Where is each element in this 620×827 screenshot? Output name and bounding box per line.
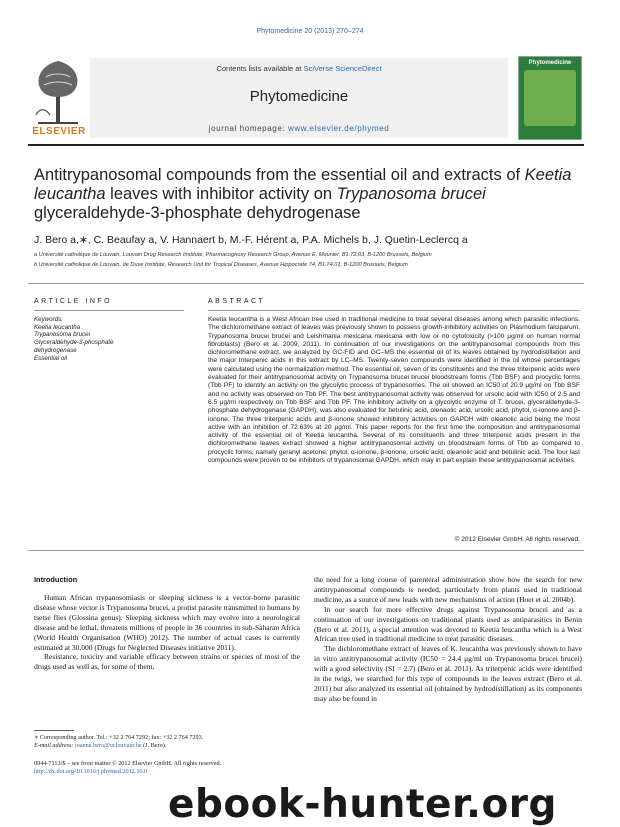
body-paragraph: In our search for more effective drugs against Trypanosoma brucei and as a continuation of our investigations on traditional plants used as antiparasitics in Benin (Bero et al. 2011), a special attention was devoted to Keetia leucantha which is a West African tree used in traditional medicine to treat parasitic diseases. — [314, 604, 582, 644]
keyword: dehydrogenase — [34, 346, 77, 354]
journal-name: Phytomedicine — [249, 88, 349, 105]
email-line — [34, 742, 304, 750]
journal-citation[interactable]: Phytomedicine 20 (2013) 270–274 — [256, 28, 364, 35]
contents-prefix: Contents lists available at — [216, 64, 304, 73]
body-paragraph: The dichloromethane extract of leaves of K. leucantha was previously shown to have in vitro antitrypanosomal activity (IC50 = 24.4 μg/ml on Trypanosoma brucei brucei) with a good selectivity (SI = 2.7) (Bero et al. 2011). As triterpenic acids were identified in the twigs, we searched for this type of compounds in the leaves extract (Bero et al. 2011) but also analyzed its essential oil (obtained by hydrodistillation) as its components may also be found in — [314, 644, 582, 703]
email-label: E-mail address: — [34, 742, 76, 749]
article-title — [34, 166, 594, 223]
doi-link[interactable]: http://dx.doi.org/10.1016/j.phymed.2012.10.0 — [34, 768, 148, 775]
homepage-line — [90, 124, 508, 133]
header-rule — [28, 144, 584, 146]
title-part-italic: Keetia leucantha — [34, 166, 572, 203]
body-paragraph: the need for a long course of parenteral administration show how the search for new antitrypanosomal compounds is needed, particularly from plants used in traditional medicine, as a source of new leads with new mechanisms of action (Hoet et al. 2004b). — [314, 575, 582, 604]
front-matter — [34, 760, 304, 776]
divider — [28, 550, 584, 551]
body-column-right — [314, 575, 582, 704]
email-link[interactable]: joanne.bero@uclouvain.be — [75, 742, 142, 749]
author-list: J. Bero a,∗, C. Beaufay a, V. Hannaert b, M.-F. Hérent a, P.A. Michels b, J. Quetin-Leclercq a — [34, 234, 468, 246]
keyword: Essential oil — [34, 354, 68, 362]
keyword: Trypanosoma brucei — [34, 331, 90, 339]
divider — [34, 310, 184, 311]
contents-line — [0, 64, 598, 73]
sciencedirect-link[interactable]: SciVerse ScienceDirect — [303, 64, 382, 73]
keyword: Glyceraldehyde-3-phosphate — [34, 339, 114, 347]
watermark: ebook-hunter.org — [168, 782, 557, 827]
title-part: glyceraldehyde-3-phosphate dehydrogenase — [34, 204, 361, 222]
title-part: leaves with inhibitor activity on — [105, 185, 337, 203]
email-suffix: (J. Bero). — [141, 742, 167, 749]
divider — [28, 283, 584, 284]
affiliation-a: a Université catholique de Louvain, Louvain Drug Research Institute, Pharmacognosy Research Group, Avenue E. Mounier, B1.72.03, B-1200 Brussels, Belgium — [34, 252, 432, 258]
keywords-block — [34, 316, 184, 362]
divider — [208, 310, 580, 311]
title-part-italic: Trypanosoma brucei — [336, 185, 486, 203]
keyword: Keetia leucantha — [34, 323, 81, 331]
body-column-left — [34, 593, 300, 672]
title-part: Antitrypanosomal compounds from the essential oil and extracts of — [34, 166, 525, 184]
footnote-rule — [34, 730, 74, 731]
footnote — [34, 734, 304, 750]
journal-cover[interactable] — [518, 56, 582, 140]
abstract-paragraph: Keetia leucantha is a West African tree used in traditional medicine to treat several diseases among which parasitic infections. The dichloromethane extract of leaves was previously shown to possess growth-inhibitory activities on Plasmodium falciparum, Trypanosoma brucei brucei and Leishmania mexicana mexicana with low or no cytotoxicity (>100 μg/ml on human normal fibroblasts) (Bero et al. 2009, 2011). In continuation of our investigations on the antitrypanosomal compounds from this dichloromethane extract, we analyzed by GC-FID and GC–MS the essential oil of its leaves obtained by hydrodistillation and the major triterpenic acids in this extract by LC–MS. Twenty-seven compounds were identified in the oil whose percentages were calculated using the normalization method. The essential oil, seven of its constituents and the three triterpenic acids were evaluated for their antitrypanosomal activity on Trypanosoma brucei brucei bloodstream forms (Tbb BSF) and procyclic forms (Tbb PF) to identify an activity on the glycolytic process of trypanosomes. The oil showed an IC50 of 20.9 μg/ml on Tbb BSF and no activity was observed on Tbb PF. The best antitrypanosomal activity was observed for ursolic acid with IC50 of 2.5 and 6.5 μg/ml respectively on Tbb BSF and Tbb PF. The inhibitory activity on a glycolytic enzyme of T. brucei, glyceraldehyde-3-phosphate dehydrogenase (GAPDH), was also evaluated for betulinic acid, olenaolic acid, ursolic acid, phytol, α-ionone and β-ionone. The three triterpenic acids and β-ionone showed inhibitory activities on GAPDH with oleanolic acid being the most active with an inhibition of 72.63% at 20 μg/ml. This paper reports for the first time the composition and antitrypanosomal activity of the essential oil of Keetia leucantha. Several of its constituents and three triterpenic acids present in the dichloromethane leaves extract showed a higher antitrypanosomal activity on bloodstream forms of Tbb as compared to procyclic forms, namely geranyl acetone, phytol, α-ionone, β-ionone, ursolic acid, oleanolic acid and betulinic acid. The four last compounds were proven to be inhibitors of trypanosomal GAPDH, which may in part explain these antitrypanosomal activities. — [208, 316, 580, 465]
cover-leaf-image — [524, 70, 576, 126]
homepage-link[interactable]: www.elsevier.de/phymed — [288, 124, 390, 133]
keywords-label: Keywords: — [34, 316, 63, 323]
affiliation-b: b Université catholique de Louvain, de Duve Institute, Research Unit for Tropical Diseases, Avenue Hippocrate 74, B1.74.01, B-1200 Brussels, Belgium — [34, 262, 408, 268]
copyright-line: © 2012 Elsevier GmbH. All rights reserved. — [454, 536, 580, 543]
body-paragraph: Resistance, toxicity and variable efficacy between strains or species of most of the drugs used as well as, for some of them, — [34, 652, 300, 672]
issn-line: 0944-7113/$ – see front matter © 2012 Elsevier GmbH. All rights reserved. — [34, 760, 222, 767]
cover-title: Phytomedicine — [528, 60, 572, 66]
elsevier-tree-logo — [28, 55, 88, 135]
section-heading-introduction: Introduction — [34, 575, 78, 584]
homepage-prefix: journal homepage: — [208, 124, 289, 133]
abstract-heading: ABSTRACT — [208, 298, 266, 305]
body-paragraph: Human African trypanosomiasis or sleeping sickness is a vector-borne parasitic disease whose vector is Trypanosoma brucei, a protist parasite transmitted to humans by tsetse flies (Glossina genus). Sleeping sickness which may evolve into a neurological disease and be lethal, threatens millions of people in 36 countries in sub-Saharan Africa (World Health Organisation (WHO) 2012). The number of actual cases is currently estimated at 30,000 (Drugs for Neglected Diseases initiative 2011). — [34, 593, 300, 652]
corresponding-author: ∗ Corresponding author. Tel.: +32 2 764 7292; fax: +32 2 764 7293. — [34, 734, 204, 741]
elsevier-wordmark: ELSEVIER — [32, 126, 86, 137]
abstract-text — [208, 316, 580, 465]
article-info-heading: ARTICLE INFO — [34, 298, 113, 305]
